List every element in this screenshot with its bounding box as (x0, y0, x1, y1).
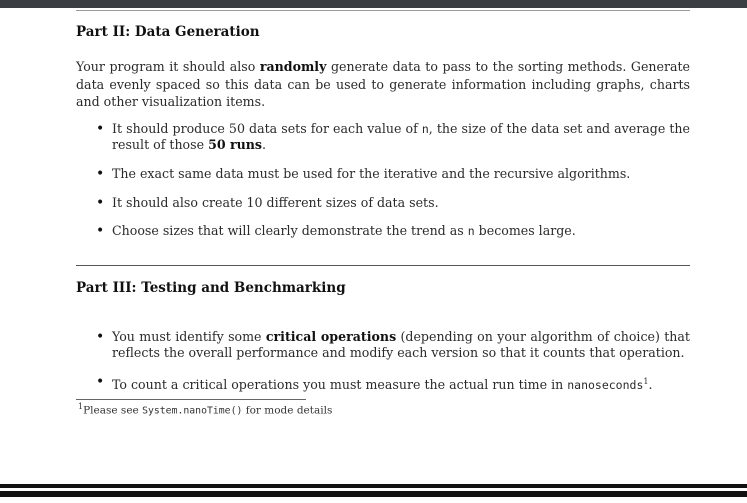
bold-critical-operations: critical operations (265, 329, 397, 344)
bold-randomly: randomly (259, 59, 327, 74)
bottom-bar-1 (0, 484, 747, 488)
part3-heading: Part III: Testing and Benchmarking (76, 280, 346, 296)
top-rule (76, 10, 690, 11)
part2-heading: Part II: Data Generation (76, 24, 260, 40)
code-n: n (421, 122, 429, 136)
part3-bullet-1: • You must identify some critical operations (depending on your algorithm of choice) that reflects the overall performance and modify each version so that it counts that operation. (112, 329, 690, 361)
part2-bullet-3: • It should also create 10 different sizes of data sets. (112, 195, 690, 211)
footnote-rule (76, 399, 306, 400)
bottom-bar-2 (0, 491, 747, 497)
footnote-mark: 1 (78, 402, 84, 411)
part2-bullet-4: • Choose sizes that will clearly demonstrate the trend as n becomes large. (112, 223, 690, 239)
code-n: n (467, 224, 475, 238)
window-top-bar (0, 0, 747, 8)
part2-bullet-2: • The exact same data must be used for the iterative and the recursive algorithms. (112, 166, 690, 182)
code-nanoseconds: nanoseconds (567, 378, 644, 393)
part3-bullet-2: • To count a critical operations you must measure the actual run time in nanoseconds$^1$. (112, 374, 690, 393)
bold-50-runs: 50 runs (208, 137, 263, 152)
section-divider (76, 265, 690, 266)
code-nanotime: System.nanoTime() (142, 405, 243, 417)
part2-bullet-1: • It should produce 50 data sets for each value of n, the size of the data set and average the result of those 50 runs. (112, 121, 690, 153)
part2-intro: Your program it should also randomly generate data to pass to the sorting methods. Generate data evenly spaced so this data can be used to generate information including graphs, charts and other visualization items. (76, 59, 691, 109)
footnote-ref: 1 (643, 377, 649, 386)
footnote: $^1$Please see System.nanoTime() for mode details (78, 402, 333, 417)
